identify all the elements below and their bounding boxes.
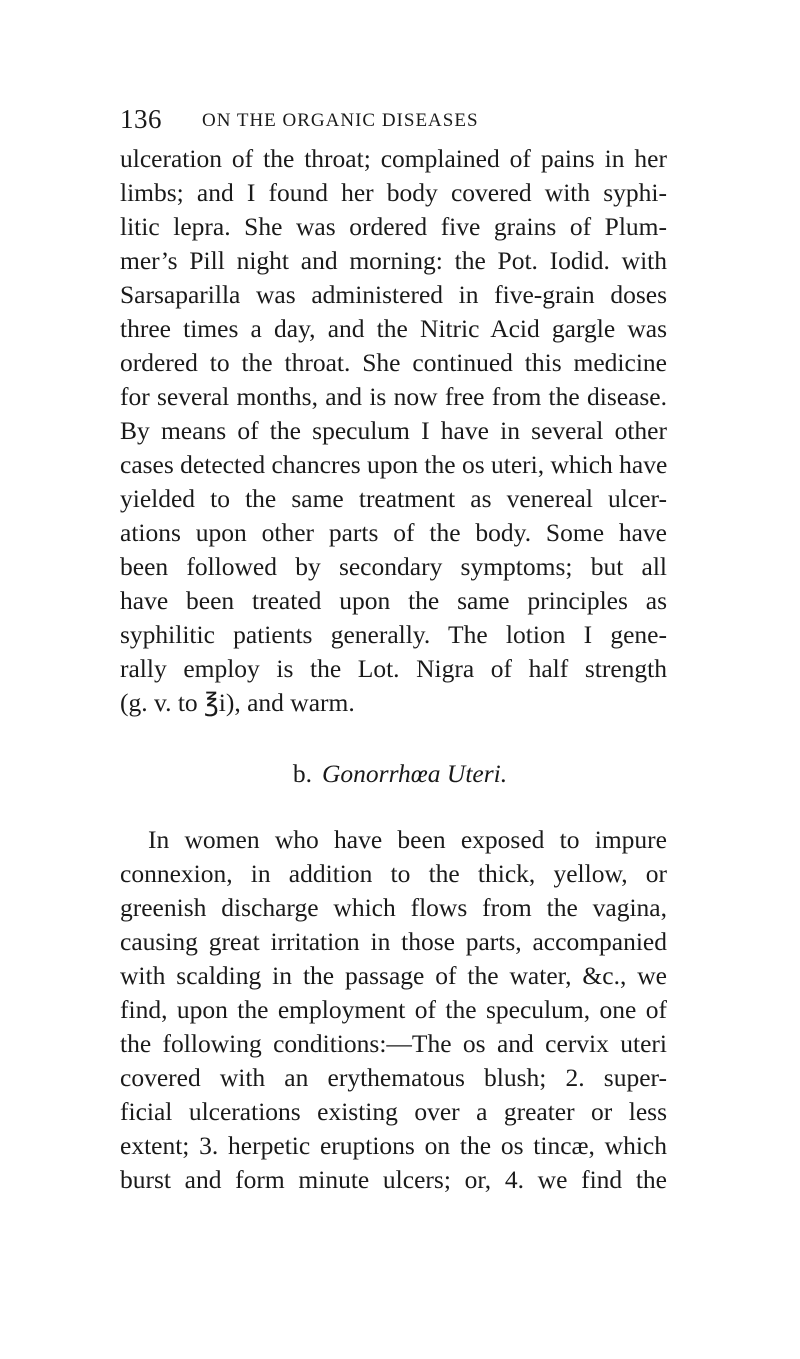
section-title: Gonorrhœa Uteri. [321,759,508,788]
text-line: By means of the speculum I have in several other [120,416,667,445]
text-line: covered with an erythematous blush; 2. super- [120,1063,667,1092]
text-line: extent; 3. herpetic eruptions on the os tincæ, which [120,1131,667,1160]
text-line: ulceration of the throat; complained of pains in her [120,144,667,173]
text-line: ordered to the throat. She continued this medicine [120,348,667,377]
text-line: litic lepra. She was ordered five grains of Plum- [120,212,667,241]
text-line: burst and form minute ulcers; or, 4. we find the [120,1165,667,1194]
text-line: ations upon other parts of the body. Some have [120,518,667,547]
text-line: cases detected chancres upon the os uteri, which have [120,450,668,479]
text-line: syphilitic patients generally. The lotion I gene- [120,620,667,649]
section-label: b. [292,759,312,788]
text-line: have been treated upon the same principles as [120,586,667,615]
page-number: 136 [120,104,162,134]
page-header [120,104,680,136]
text-line: causing great irritation in those parts, accompanied [120,927,667,956]
text-line: the following conditions:—The os and cervix uteri [120,1029,667,1058]
text-line: In women who have been exposed to impure [148,825,667,854]
text-line: ficial ulcerations existing over a greater or less [120,1097,667,1126]
text-line: greenish discharge which flows from the vagina, [120,893,667,922]
text-line: connexion, in addition to the thick, yellow, or [120,859,667,888]
section-heading [0,757,800,791]
text-line: find, upon the employment of the speculum, one of [120,995,667,1024]
text-line: limbs; and I found her body covered with syphi- [120,178,667,207]
text-line: yielded to the same treatment as venereal ulcer- [120,484,667,513]
text-line: been followed by secondary symptoms; but all [120,552,667,581]
text-line: mer’s Pill night and morning: the Pot. Iodid. with [120,246,667,275]
running-head: ON THE ORGANIC DISEASES [202,110,479,131]
text-line: for several months, and is now free from the disease. [120,382,667,411]
text-line: Sarsaparilla was administered in five-grain doses [120,280,667,309]
text-line: with scalding in the passage of the water, &c., we [120,961,667,990]
text-line: rally employ is the Lot. Nigra of half strength [120,654,667,683]
text-line: three times a day, and the Nitric Acid gargle was [120,314,667,343]
text-line: (g. v. to ℥i), and warm. [120,688,355,717]
